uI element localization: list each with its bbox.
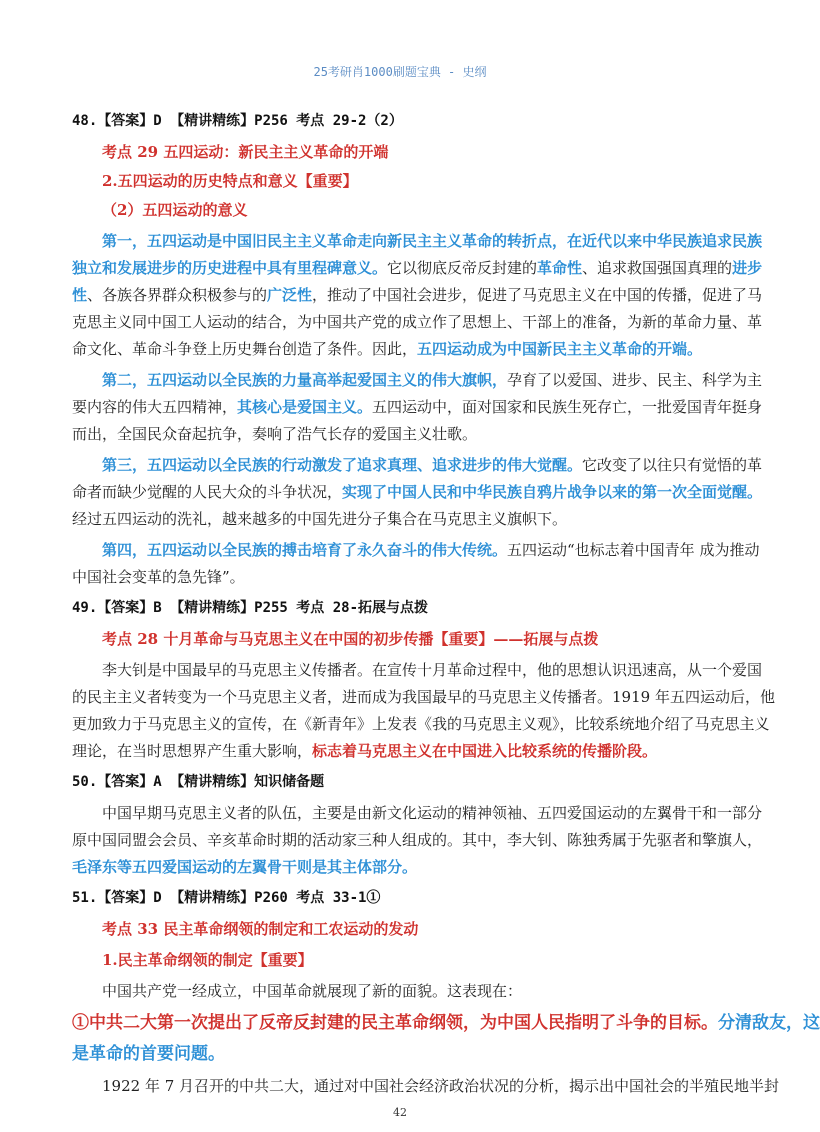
page-header: 25考研肖1000刷题宝典 - 史纲 [313, 65, 487, 79]
body-text: 李大钊是中国最早的马克思主义传播者。在宣传十月革命过程中，他的思想认识迅速高，从一个爱国 [102, 661, 763, 679]
text-line [72, 742, 732, 761]
body-text: 经过五四运动的洗礼，越来越多的中国先进分子集合在马克思主义旗帜下。 [72, 510, 568, 528]
body-text: 、追求救国强国真理的 [582, 259, 733, 277]
body-text: ，推动了中国社会进步，促进了马克思主义在中国的传播，促进了马 [312, 286, 763, 304]
text-line [72, 1077, 780, 1096]
text-line [72, 143, 732, 162]
text-line [72, 371, 763, 390]
blue-highlight-text: 独立和发展进步的历史进程中具有里程碑意义。 [72, 259, 388, 277]
text-line [72, 715, 770, 734]
body-text: 而出，全国民众奋起抗争，奏响了浩气长存的爱国主义壮歌。 [72, 425, 478, 443]
body-text: 五四运动中，面对国家和民族生死存亡，一批爱国青年挺身 [372, 398, 763, 416]
red-highlight-text: 2.五四运动的历史特点和意义【重要】 [102, 172, 358, 190]
text-line [72, 858, 732, 877]
text-line [72, 982, 732, 1001]
text-line [72, 661, 763, 680]
answer-heading [72, 599, 732, 618]
blue-highlight-text: 毛泽东等五四爱国运动的左翼骨干则是其主体部分。 [72, 858, 418, 876]
red-highlight-text: 考点 33 民主革命纲领的制定和工农运动的发动 [102, 920, 419, 938]
blue-highlight-text: 是革命的首要问题。 [72, 1044, 225, 1064]
body-text: 51.【答案】D 【精讲精练】P260 考点 33-1① [72, 890, 381, 906]
text-line [72, 398, 763, 417]
text-line [72, 951, 732, 970]
body-text: 五四运动“也标志着中国青年 成为推动 [507, 541, 760, 559]
body-text: 、各族各界群众积极参与的 [87, 286, 268, 304]
text-line [72, 831, 763, 850]
body-text: 48.【答案】D 【精讲精练】P256 考点 29-2（2） [72, 113, 403, 129]
body-text: 命文化、革命斗争登上历史舞台创造了条件。因此， [72, 340, 418, 358]
text-line [72, 630, 732, 649]
body-text: 它以彻底反帝反封建的 [387, 259, 538, 277]
body-text: 它改变了以往只有觉悟的革 [582, 456, 763, 474]
answer-content [72, 112, 820, 1096]
body-text: 要内容的伟大五四精神， [72, 398, 238, 416]
blue-highlight-text: 实现了中国人民和中华民族自鸦片战争以来的第一次全面觉醒。 [342, 483, 763, 501]
text-line [72, 804, 763, 823]
text-line [72, 1013, 820, 1034]
body-text: 理论，在当时思想界产生重大影响， [72, 742, 313, 760]
answer-heading [72, 112, 732, 131]
red-highlight-text: （2）五四运动的意义 [102, 201, 248, 219]
text-line [72, 425, 732, 444]
body-text: 命者而缺少觉醒的人民大众的斗争状况， [72, 483, 343, 501]
body-text: 原中国同盟会会员、辛亥革命时期的活动家三种人组成的。其中，李大钊、陈独秀属于先驱者和擎旗人， [72, 831, 763, 849]
text-line [72, 313, 763, 332]
body-text: 50.【答案】A 【精讲精练】知识储备题 [72, 774, 325, 790]
text-line [72, 920, 732, 939]
body-text: 49.【答案】B 【精讲精练】P255 考点 28-拓展与点拨 [72, 600, 429, 616]
text-line [72, 541, 760, 560]
text-line [72, 172, 732, 191]
text-line [72, 201, 732, 220]
answer-heading [72, 889, 732, 908]
red-highlight-text: ①中共二大第一次提出了反帝反封建的民主革命纲领，为中国人民指明了斗争的目标。 [72, 1013, 718, 1033]
blue-highlight-text: 五四运动成为中国新民主主义革命的开端。 [417, 340, 703, 358]
blue-highlight-text: 其核心是爱国主义。 [237, 398, 373, 416]
text-line [72, 259, 763, 278]
text-line [72, 483, 763, 502]
text-line [72, 510, 732, 529]
text-line [72, 456, 763, 475]
page-number: 42 [393, 1106, 407, 1119]
blue-highlight-text: 第二，五四运动以全民族的力量高举起爱国主义的伟大旗帜， [102, 371, 508, 389]
blue-highlight-text: 进步 [732, 259, 763, 277]
blue-highlight-text: 第四，五四运动以全民族的搏击培育了永久奋斗的伟大传统。 [102, 541, 508, 559]
blue-highlight-text: 性 [72, 286, 88, 304]
body-text: 中国社会变革的急先锋”。 [72, 568, 245, 586]
body-text: 1922 年 7 月召开的中共二大，通过对中国社会经济政治状况的分析，揭示出中国社会的半殖民地半封 [102, 1077, 780, 1095]
text-line [72, 232, 763, 251]
body-text: 孕育了以爱国、进步、民主、科学为主 [507, 371, 763, 389]
text-line [72, 286, 763, 305]
blue-highlight-text: 第一，五四运动是中国旧民主主义革命走向新民主主义革命的转折点，在近代以来中华民族追求民族 [102, 232, 763, 250]
text-line [72, 1044, 732, 1065]
text-line [72, 340, 732, 359]
body-text: 中国共产党一经成立，中国革命就展现了新的面貌。这表现在： [102, 982, 523, 1000]
red-highlight-text: 标志着马克思主义在中国进入比较系统的传播阶段。 [312, 742, 658, 760]
red-highlight-text: 考点 28 十月革命与马克思主义在中国的初步传播【重要】——拓展与点拨 [102, 630, 599, 648]
blue-highlight-text: 分清敌友，这 [718, 1013, 820, 1033]
blue-highlight-text: 广泛性 [267, 286, 313, 304]
red-highlight-text: 考点 29 五四运动：新民主主义革命的开端 [102, 143, 389, 161]
red-highlight-text: 1.民主革命纲领的制定【重要】 [102, 951, 313, 969]
blue-highlight-text: 第三，五四运动以全民族的行动激发了追求真理、追求进步的伟大觉醒。 [102, 456, 583, 474]
body-text: 克思主义同中国工人运动的结合，为中国共产党的成立作了思想上、干部上的准备，为新的革命力量、革 [72, 313, 763, 331]
body-text: 的民主主义者转变为一个马克思主义者，进而成为我国最早的马克思主义传播者。1919 年五四运动后，他 [72, 688, 775, 706]
body-text: 更加致力于马克思主义的宣传，在《新青年》上发表《我的马克思主义观》，比较系统地介绍了马克思主义 [72, 715, 770, 733]
body-text: 中国早期马克思主义者的队伍，主要是由新文化运动的精神领袖、五四爱国运动的左翼骨干和一部分 [102, 804, 763, 822]
text-line [72, 568, 732, 587]
text-line [72, 688, 775, 707]
answer-heading [72, 773, 732, 792]
blue-highlight-text: 革命性 [537, 259, 583, 277]
